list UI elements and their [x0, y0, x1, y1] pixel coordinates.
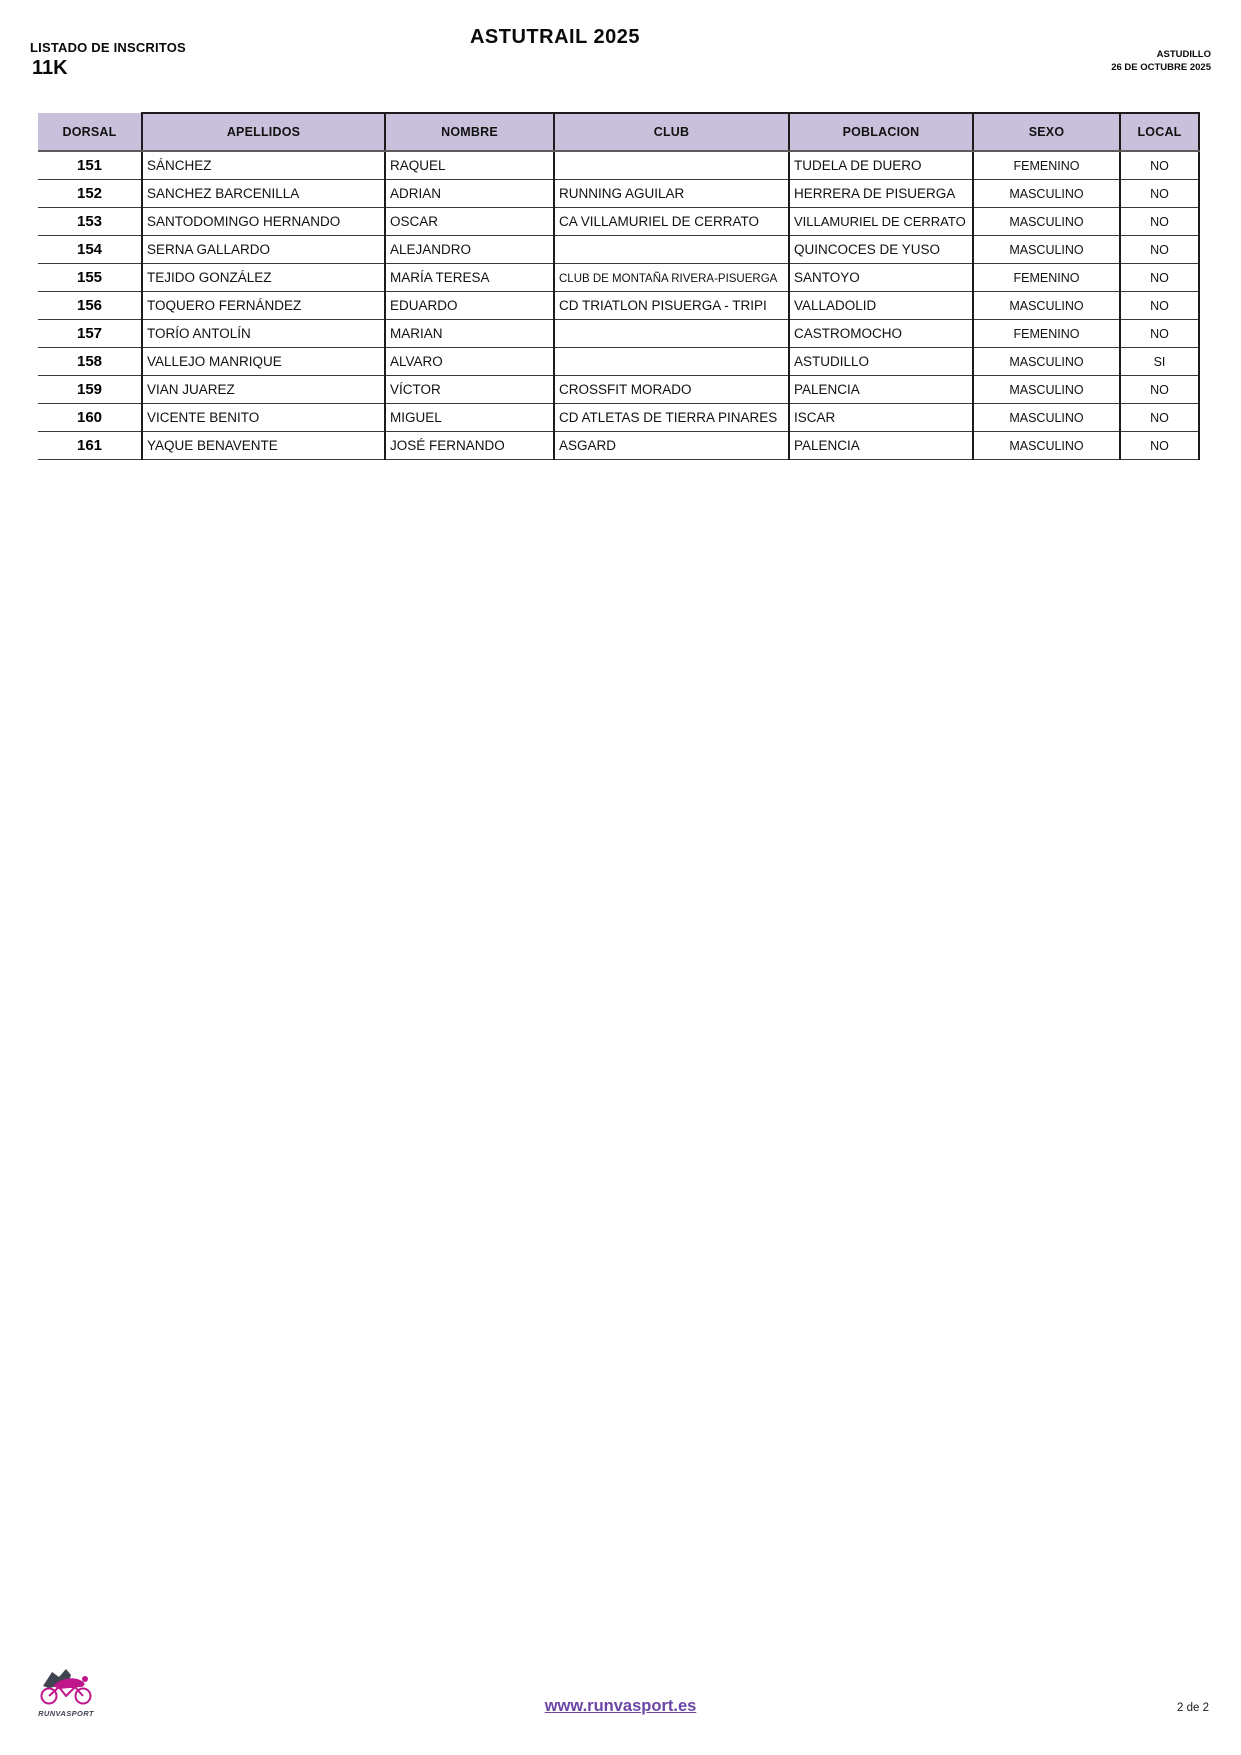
cell-nombre: VÍCTOR: [385, 376, 554, 404]
cell-sexo: MASCULINO: [973, 376, 1120, 404]
cell-poblacion: PALENCIA: [789, 432, 973, 460]
cell-apellidos: VALLEJO MANRIQUE: [142, 348, 385, 376]
column-header-apellidos: APELLIDOS: [142, 113, 385, 151]
registrants-table: [38, 112, 1200, 460]
cell-local: SI: [1120, 348, 1199, 376]
cell-poblacion: TUDELA DE DUERO: [789, 151, 973, 180]
cell-local: NO: [1120, 236, 1199, 264]
cell-local: NO: [1120, 151, 1199, 180]
place-date-block: [1111, 48, 1211, 74]
cell-sexo: FEMENINO: [973, 320, 1120, 348]
cell-dorsal: 158: [38, 348, 142, 376]
cell-dorsal: 159: [38, 376, 142, 404]
cell-sexo: MASCULINO: [973, 348, 1120, 376]
cell-apellidos: SANCHEZ BARCENILLA: [142, 180, 385, 208]
cell-dorsal: 153: [38, 208, 142, 236]
cell-nombre: RAQUEL: [385, 151, 554, 180]
website-link[interactable]: www.runvasport.es: [544, 1697, 697, 1715]
event-title: ASTUTRAIL 2025: [469, 26, 640, 48]
cell-dorsal: 151: [38, 151, 142, 180]
table-row: [38, 404, 1199, 432]
cell-local: NO: [1120, 208, 1199, 236]
cell-apellidos: VICENTE BENITO: [142, 404, 385, 432]
cell-local: NO: [1120, 320, 1199, 348]
cell-dorsal: 156: [38, 292, 142, 320]
table-row: [38, 348, 1199, 376]
column-header-nombre: NOMBRE: [385, 113, 554, 151]
table-row: [38, 208, 1199, 236]
cell-poblacion: ISCAR: [789, 404, 973, 432]
cell-club: CD TRIATLON PISUERGA - TRIPI: [554, 292, 789, 320]
cell-nombre: JOSÉ FERNANDO: [385, 432, 554, 460]
table-row: [38, 376, 1199, 404]
cell-club: RUNNING AGUILAR: [554, 180, 789, 208]
cell-apellidos: TOQUERO FERNÁNDEZ: [142, 292, 385, 320]
table-body: [38, 151, 1199, 460]
cell-poblacion: PALENCIA: [789, 376, 973, 404]
cell-club: ASGARD: [554, 432, 789, 460]
cell-sexo: MASCULINO: [973, 432, 1120, 460]
cell-nombre: ADRIAN: [385, 180, 554, 208]
cell-sexo: MASCULINO: [973, 292, 1120, 320]
cell-local: NO: [1120, 292, 1199, 320]
cell-poblacion: VALLADOLID: [789, 292, 973, 320]
location-label: ASTUDILLO: [1156, 49, 1211, 60]
table-row: [38, 236, 1199, 264]
cell-dorsal: 161: [38, 432, 142, 460]
date-label: 26 DE OCTUBRE 2025: [1111, 62, 1211, 73]
cell-nombre: MIGUEL: [385, 404, 554, 432]
table-row: [38, 151, 1199, 180]
cell-nombre: ALVARO: [385, 348, 554, 376]
cell-poblacion: SANTOYO: [789, 264, 973, 292]
cell-club: CROSSFIT MORADO: [554, 376, 789, 404]
table-row: [38, 320, 1199, 348]
race-label: 11K: [32, 57, 68, 79]
cell-nombre: ALEJANDRO: [385, 236, 554, 264]
column-header-club: CLUB: [554, 113, 789, 151]
cell-sexo: MASCULINO: [973, 404, 1120, 432]
cell-dorsal: 152: [38, 180, 142, 208]
cell-sexo: FEMENINO: [973, 264, 1120, 292]
cell-apellidos: YAQUE BENAVENTE: [142, 432, 385, 460]
cell-poblacion: CASTROMOCHO: [789, 320, 973, 348]
cell-apellidos: SERNA GALLARDO: [142, 236, 385, 264]
logo-text: RUNVASPORT: [38, 1709, 94, 1718]
cell-dorsal: 155: [38, 264, 142, 292]
cell-nombre: EDUARDO: [385, 292, 554, 320]
cell-club: [554, 348, 789, 376]
cell-club: [554, 236, 789, 264]
page-number: 2 de 2: [1177, 1702, 1209, 1714]
column-header-dorsal: DORSAL: [38, 113, 142, 151]
table-row: [38, 180, 1199, 208]
cell-club: CLUB DE MONTAÑA RIVERA-PISUERGA: [554, 264, 789, 292]
cell-club: [554, 320, 789, 348]
cell-poblacion: QUINCOCES DE YUSO: [789, 236, 973, 264]
cell-dorsal: 157: [38, 320, 142, 348]
cell-local: NO: [1120, 376, 1199, 404]
cell-local: NO: [1120, 404, 1199, 432]
column-header-local: LOCAL: [1120, 113, 1199, 151]
table-row: [38, 432, 1199, 460]
cell-sexo: MASCULINO: [973, 236, 1120, 264]
cell-dorsal: 154: [38, 236, 142, 264]
cell-poblacion: ASTUDILLO: [789, 348, 973, 376]
cell-poblacion: VILLAMURIEL DE CERRATO: [789, 208, 973, 236]
cell-sexo: MASCULINO: [973, 180, 1120, 208]
cell-local: NO: [1120, 180, 1199, 208]
cell-club: CD ATLETAS DE TIERRA PINARES: [554, 404, 789, 432]
column-header-poblacion: POBLACION: [789, 113, 973, 151]
cell-apellidos: TORÍO ANTOLÍN: [142, 320, 385, 348]
cell-club: CA VILLAMURIEL DE CERRATO: [554, 208, 789, 236]
cell-sexo: FEMENINO: [973, 151, 1120, 180]
table-header-row: [38, 113, 1199, 151]
cell-apellidos: VIAN JUAREZ: [142, 376, 385, 404]
cell-club: [554, 151, 789, 180]
cell-nombre: MARÍA TERESA: [385, 264, 554, 292]
website-container: [0, 1697, 1241, 1716]
cell-nombre: OSCAR: [385, 208, 554, 236]
cell-local: NO: [1120, 432, 1199, 460]
cell-apellidos: TEJIDO GONZÁLEZ: [142, 264, 385, 292]
cell-apellidos: SÁNCHEZ: [142, 151, 385, 180]
table-row: [38, 292, 1199, 320]
cell-apellidos: SANTODOMINGO HERNANDO: [142, 208, 385, 236]
column-header-sexo: SEXO: [973, 113, 1120, 151]
cell-nombre: MARIAN: [385, 320, 554, 348]
doc-title: LISTADO DE INSCRITOS: [30, 40, 186, 55]
table-row: [38, 264, 1199, 292]
cell-dorsal: 160: [38, 404, 142, 432]
cell-local: NO: [1120, 264, 1199, 292]
cell-poblacion: HERRERA DE PISUERGA: [789, 180, 973, 208]
cell-sexo: MASCULINO: [973, 208, 1120, 236]
